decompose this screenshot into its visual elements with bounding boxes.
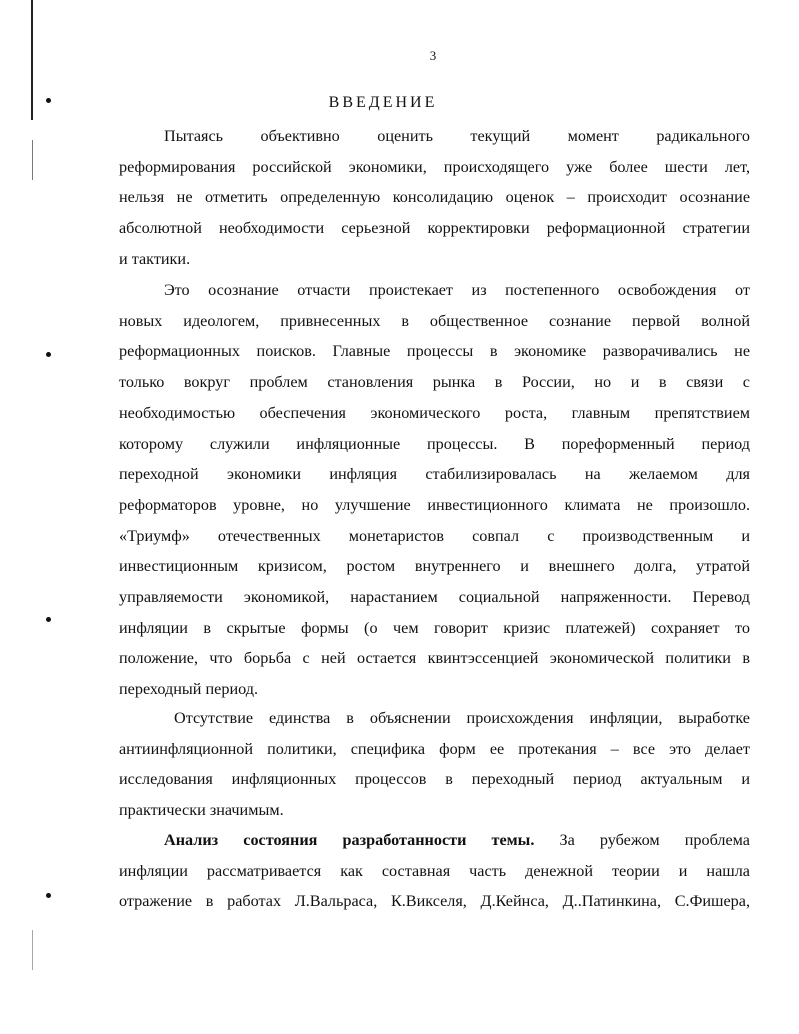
text-line: нельзя не отметить определенную консолидацию оценок – происходит осознание [119, 188, 750, 207]
text-line [119, 825, 750, 856]
text-line: реформаторов уровне, но улучшение инвестиционного климата не произошло. [119, 495, 750, 514]
text-line: инфляции рассматривается как составная часть денежной теории и нашла [119, 861, 750, 880]
text-line: абсолютной необходимости серьезной корректировки реформационной стратегии [119, 219, 750, 238]
paragraph-2 [119, 275, 750, 705]
scan-edge-mark [32, 140, 33, 180]
text-line: инвестиционным кризисом, ростом внутреннего и внешнего долга, утратой [119, 557, 750, 576]
text-line: необходимостью обеспечения экономического роста, главным препятствием [119, 403, 750, 422]
text-line: новых идеологем, привнесенных в общественное сознание первой волной [119, 311, 750, 330]
text-line: реформационных поисков. Главные процессы в экономике разворачивались не [119, 342, 750, 361]
text-line: и тактики. [119, 249, 191, 268]
scan-dot [46, 893, 51, 898]
text-line: реформирования российской экономики, происходящего уже более шести лет, [119, 157, 750, 176]
scan-edge-mark [32, 930, 33, 970]
text-line: Отсутствие единства в объяснении происхождения инфляции, выработке [174, 709, 750, 727]
text-line: антиинфляционной политики, специфика форм ее протекания – все это делает [119, 739, 750, 758]
section-heading-inline: Анализ состояния разработанности темы. [164, 831, 535, 849]
scan-dot [46, 352, 51, 357]
text-line: инфляции в скрытые формы (о чем говорит кризис платежей) сохраняет то [119, 618, 750, 637]
text-line: практически значимым. [119, 801, 284, 820]
text-line: исследования инфляционных процессов в переходный период актуальным и [119, 770, 750, 789]
paragraph-4 [119, 825, 750, 917]
text-line: Пытаясь объективно оценить текущий момент радикального [164, 127, 750, 145]
text-line: переходной экономики инфляция стабилизировалась на желаемом для [119, 465, 750, 484]
text-line: отражение в работах Л.Вальраса, К.Викселя, Д.Кейнса, Д..Патинкина, С.Фишера, [119, 892, 750, 911]
page-title: ВВЕДЕНИЕ [328, 94, 438, 111]
text-line: которому служили инфляционные процессы. В пореформенный период [119, 434, 750, 453]
paragraph-1 [119, 121, 750, 275]
text-fragment: За рубежом проблема [534, 831, 750, 849]
text-line: Это осознание отчасти проистекает из постепенного освобождения от [164, 281, 750, 299]
text-line: переходный период. [119, 680, 259, 699]
text-line: «Триумф» отечественных монетаристов совпал с производственным и [119, 526, 750, 545]
paragraph-3 [119, 703, 750, 826]
text-line: положение, что борьба с ней остается квинтэссенцией экономической политики в [119, 649, 750, 668]
page-number: 3 [429, 48, 437, 63]
text-line: управляемости экономикой, нарастанием социальной напряженности. Перевод [119, 588, 750, 607]
scan-dot [46, 617, 51, 622]
text-line: только вокруг проблем становления рынка в России, но и в связи с [119, 373, 750, 392]
